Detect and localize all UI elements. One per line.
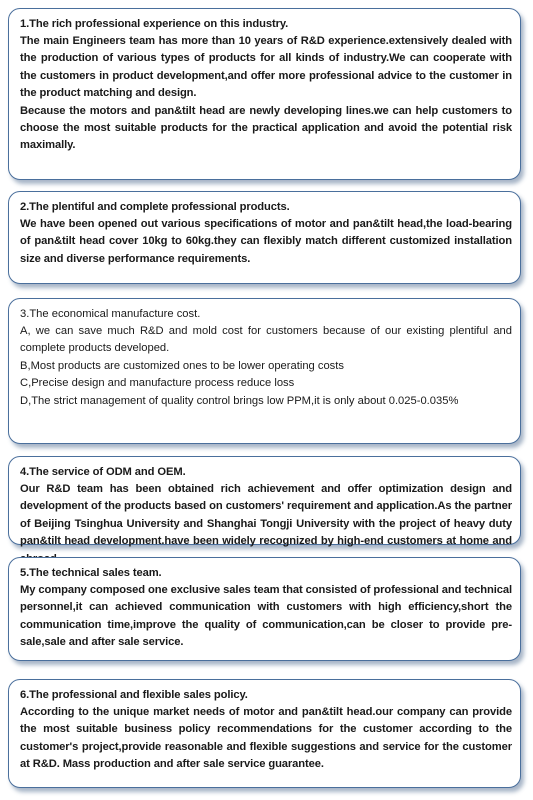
section-paragraph: The main Engineers team has more than 10 years of R&D experience.extensively dealed with the production of various types of products for all kinds of industry.We can cooperate with the customers in product development,and offer more professional advice to the customer in the product matching and design. (20, 35, 512, 100)
section-title: 6.The professional and flexible sales policy. (20, 689, 248, 701)
section-paragraph: Because the motors and pan&tilt head are newly developing lines.we can help customers to choose the most suitable products for the practical application and avoid the potential risk maximally. (20, 104, 512, 152)
section-title: 1.The rich professional experience on this industry. (20, 18, 289, 30)
section-paragraph: D,The strict management of quality control brings low PPM,it is only about 0.025-0.035% (20, 394, 459, 407)
section-body (20, 704, 512, 774)
section-card-4 (8, 456, 521, 548)
section-body (20, 33, 512, 155)
section-body (20, 481, 512, 568)
section-title: 2.The plentiful and complete professional products. (20, 201, 290, 213)
section-card-3 (8, 298, 521, 444)
section-card-2 (8, 191, 521, 284)
section-body (20, 582, 512, 652)
section-paragraph: We have been opened out various specifications of motor and pan&tilt head,the load-bearing of pan&tilt head cover 10kg to 60kg.they can flexibly match different customized installation size and diverse performance requirements. (20, 218, 512, 265)
section-card-5 (8, 557, 521, 661)
section-body (20, 216, 512, 268)
section-paragraph: B,Most products are customized ones to be lower operating costs (20, 359, 344, 372)
section-paragraph: My company composed one exclusive sales team that consisted of professional and technical personnel,it can achieved communication with customers with high efficiency,short the communication time,improve the quality of communication,can be closer to provide pre-sale,sale and after sale service. (20, 584, 512, 649)
section-title: 3.The economical manufacture cost. (20, 308, 201, 320)
section-paragraph: C,Precise design and manufacture process reduce loss (20, 377, 295, 390)
section-paragraph: Our R&D team has been obtained rich achievement and offer optimization design and development of the products based on customers' requirement and application.As the partner of Beijing Tsinghua University and Shanghai Tongji University with the project of heavy duty pan&tilt head development.have been widely recognized by high-end customers at home and (20, 483, 512, 548)
section-paragraph: A, we can save much R&D and mold cost for customers because of our existing plentiful and complete products developed. (20, 325, 512, 355)
section-title: 5.The technical sales team. (20, 567, 162, 579)
section-card-1 (8, 8, 521, 180)
section-card-6 (8, 679, 521, 788)
section-body (20, 323, 512, 410)
section-paragraph: According to the unique market needs of motor and pan&tilt head.our company can provide the most suitable business policy recommendations for the customer according to the customer's project,provide reasonable and flexible suggestions and service for the customer at R&D. Mass production and after sale service guarantee. (20, 706, 512, 771)
section-title: 4.The service of ODM and OEM. (20, 466, 186, 478)
